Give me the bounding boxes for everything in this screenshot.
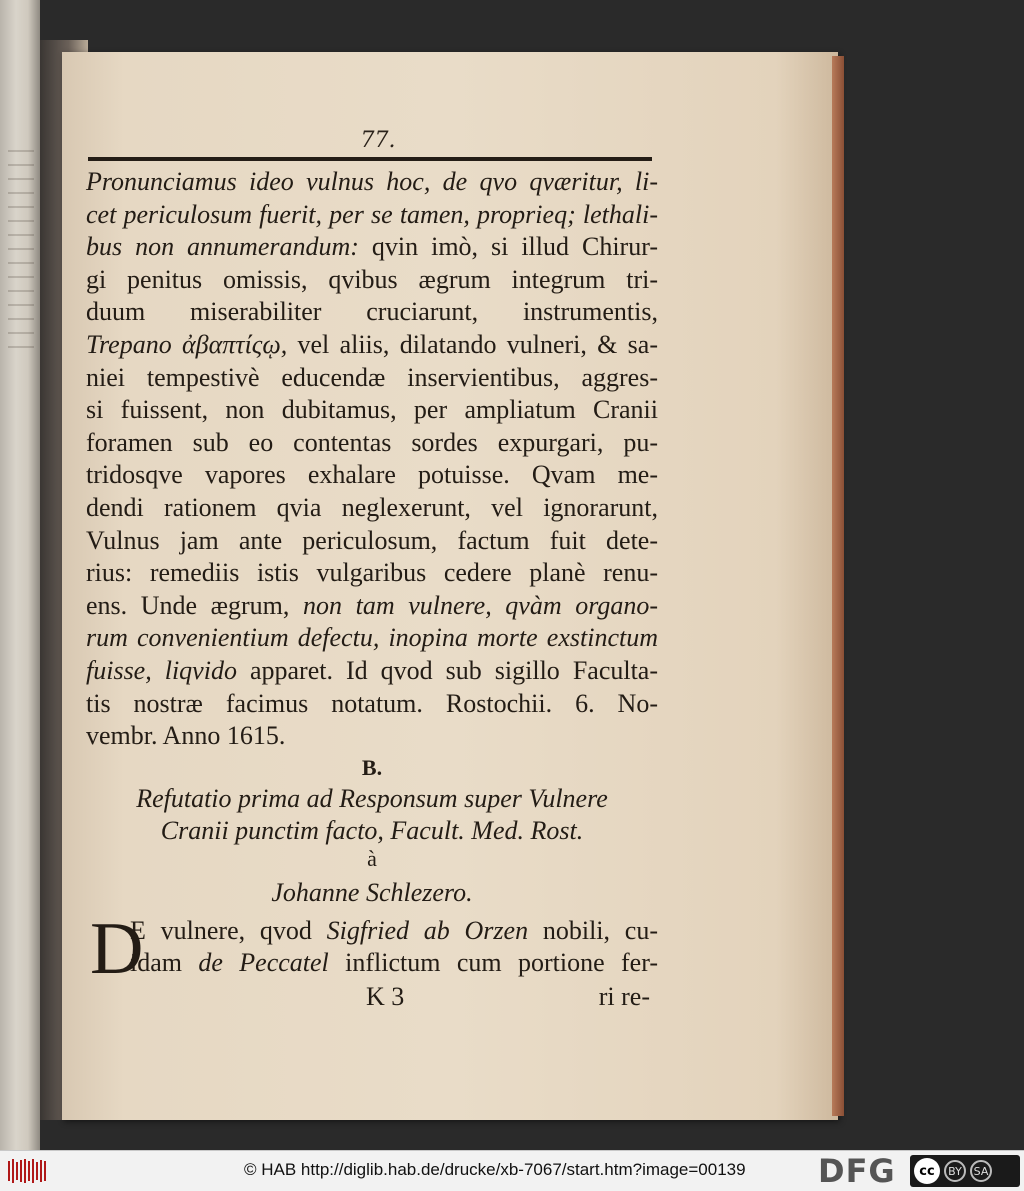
text-segment: cet periculosum fuerit, per se tamen, proprieq; lethali- [86,199,658,229]
body-paragraph-1 [86,166,658,753]
text-segment: dendi rationem qvia neglexerunt, vel ignorarunt, [86,492,658,522]
signature-line [86,980,658,1014]
text-segment: gi penitus omissis, qvibus ægrum integrum tri- [86,264,658,294]
page-number: 77. [360,128,396,153]
text-line [86,199,658,232]
sa-icon: SA [970,1160,992,1182]
text-segment: Pronunciamus ideo vulnus hoc, de qvo qværitur, li- [86,167,658,196]
text-line [86,427,658,460]
cc-license-badge[interactable] [910,1155,1020,1187]
text-segment: E vulnere, qvod [130,915,327,945]
text-segment: apparet. Id qvod sub sigillo Faculta- [249,655,659,685]
facing-page-text-fragment [8,150,34,350]
section-heading-line-2: Cranii punctim facto, Facult. Med. Rost. [160,815,584,845]
text-segment: inflictum cum portione fer- [345,948,658,978]
cc-icon: cc [914,1158,940,1184]
text-line [86,590,658,623]
page-fore-edge [832,56,844,1116]
text-segment: Vulnus jam ante periculosum, factum fuit dete- [86,525,658,555]
text-segment: vel aliis, dilatando vulneri, & sa- [297,329,658,359]
hab-logo-icon [6,1157,48,1185]
footer-bar [0,1150,1024,1191]
text-line [86,264,658,297]
text-segment: nobili, cu- [542,915,658,945]
text-segment: de Peccatel [198,948,346,978]
text-line [86,394,658,427]
text-line [86,329,658,362]
copyright-url-text[interactable]: © HAB http://diglib.hab.de/drucke/xb-7067/start.htm?image=00139 [244,1160,746,1179]
text-segment: foramen sub eo contentas sordes expurgari, pu- [86,427,658,457]
section-mark: B. [361,754,383,780]
body-paragraph-2 [86,907,658,990]
header-rule [88,157,652,161]
text-line [86,525,658,558]
text-line [130,915,658,948]
drop-cap: D [90,907,144,990]
text-line [86,492,658,525]
text-segment: fuisse, liqvido [86,655,250,685]
text-line [86,688,658,721]
signature-mark: K 3 [366,981,405,1011]
text-line [130,947,658,980]
text-line [86,655,658,688]
text-line [86,231,658,264]
author-name: Johanne Schlezero. [271,877,473,907]
catchword: ri re- [598,981,650,1011]
text-line [86,622,658,655]
text-segment: duum miserabiliter cruciarunt, instrumentis, [86,297,658,327]
text-segment: Trepano ἀβαπτίςῳ, [86,329,298,359]
text-line [86,459,658,492]
text-segment: vembr. Anno 1615. [86,721,286,751]
text-line [86,720,658,753]
text-segment: tridosqve vapores exhalare potuisse. Qvam me- [86,460,658,490]
text-segment: niei tempestivè educendæ inservientibus, aggres- [86,362,658,392]
text-segment: Sigfried ab Orzen [326,915,543,945]
text-line [86,362,658,395]
paragraph-2-lines [86,907,658,990]
text-line [86,296,658,329]
text-segment: qvin imò, si illud Chirur- [371,232,658,262]
facing-page-edge [0,0,40,1150]
page-text-block [86,166,658,1014]
text-line [86,557,658,590]
text-segment: tis nostræ facimus notatum. Rostochii. 6. No- [86,688,658,718]
text-line [86,166,658,199]
text-segment: bus non annumerandum: [86,232,372,262]
author-preposition: à [367,845,377,871]
dfg-logo: DFG [818,1152,896,1190]
by-icon: BY [944,1160,966,1182]
text-segment: idam [130,948,199,978]
text-segment: rum convenientium defectu, inopina morte exstinctum [86,623,658,653]
text-segment: ens. Unde ægrum, [86,590,303,620]
text-segment: non tam vulnere, qvàm organo- [303,590,659,620]
text-segment: rius: remediis istis vulgaribus cedere planè renu- [86,558,658,588]
text-segment: si fuissent, non dubitamus, per ampliatum Cranii [86,395,658,425]
section-heading-line-1: Refutatio prima ad Responsum super Vulnere [136,783,608,813]
